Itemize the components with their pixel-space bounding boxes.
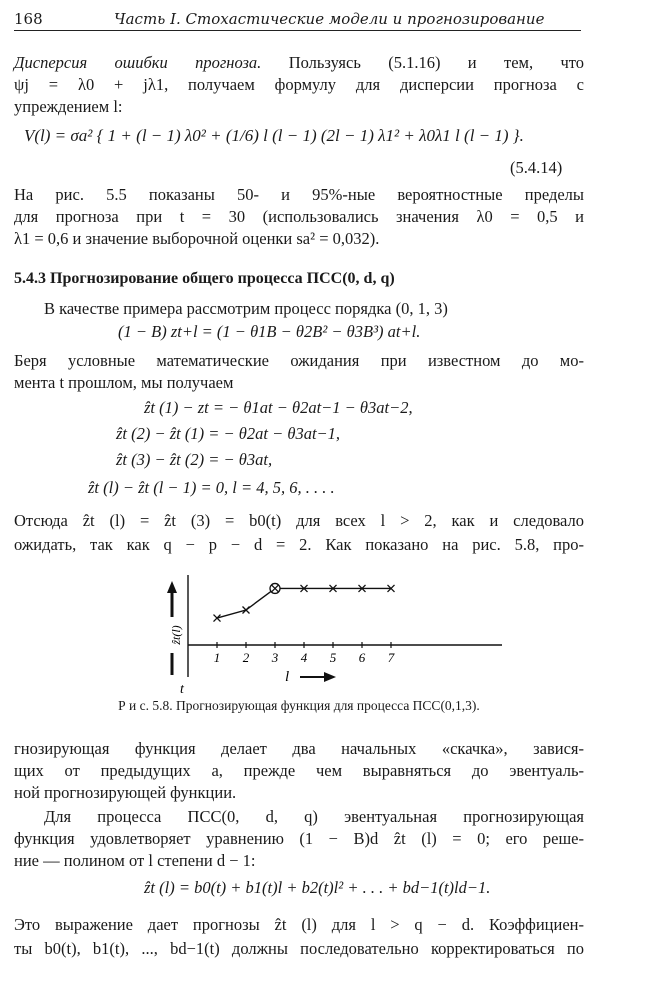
para2-line3: λ1 = 0,6 и значение выборочной оценки sa² = 0,032). (14, 229, 380, 248)
equation-number: (5.4.14) (510, 158, 563, 177)
chart-marks (214, 583, 395, 665)
para6-line1: гнозирующая функция делает два начальных «скачка», завися- (14, 739, 584, 758)
para5-line2: ожидать, так как q − p − d = 2. Как показано на рис. 5.8, про- (14, 535, 584, 554)
para8-line1: Это выражение дает прогнозы ẑt (l) для l > q − d. Коэффициен- (14, 915, 584, 934)
y-up-arrow-head (167, 581, 177, 593)
para2-line2: для прогноза при t = 30 (использовались значения λ0 = 0,5 и (14, 207, 584, 226)
para7-line2: функция удовлетворяет уравнению (1 − B)d ẑt (l) = 0; его реше- (14, 829, 584, 848)
equation-system-2: ẑt (2) − ẑt (1) = − θ2at − θ3at−1, (116, 424, 341, 443)
para7-line1: Для процесса ПСС(0, d, q) эвентуальная прогнозирующая (44, 807, 584, 826)
para1-line2: ψj = λ0 + jλ1, получаем формулу для дисперсии прогноза с (14, 75, 584, 94)
equation-system-1: ẑt (1) − zt = − θ1at − θ2at−1 − θ3at−2, (144, 398, 413, 417)
y-axis-label: ẑt(l) (169, 625, 183, 645)
para1-lead: Дисперсия ошибки прогноза. (14, 53, 262, 72)
para1-rest: Пользуясь (5.1.16) и тем, что (288, 53, 585, 72)
x-tick-label-5: 5 (329, 650, 337, 665)
para6-line3: ной прогнозирующей функции. (14, 783, 237, 802)
x-arrow-head (324, 672, 336, 682)
page-number: 168 (14, 10, 43, 28)
figure-caption: Р и с. 5.8. Прогнозирующая функция для процесса ПСС(0,1,3). (118, 698, 480, 713)
equation-system-3: ẑt (3) − ẑt (2) = − θ3at, (116, 450, 273, 469)
equation-polynomial: ẑt (l) = b0(t) + b1(t)l + b2(t)l² + . . . + bd−1(t)ld−1. (144, 878, 491, 897)
t-label: t (180, 682, 184, 695)
para5-line1: Отсюда ẑt (l) = ẑt (3) = b0(t) для всех l > 2, как и следовало (14, 511, 584, 530)
x-tick-label-1: 1 (213, 650, 221, 665)
x-tick-label-4: 4 (300, 650, 308, 665)
para4-line2: мента t прошлом, мы получаем (14, 373, 234, 392)
running-title: Часть I. Стохастические модели и прогнозирование (114, 10, 545, 28)
equation-process: (1 − B) zt+l = (1 − θ1B − θ2B² − θ3B³) at+l. (118, 322, 421, 341)
x-tick-label-6: 6 (358, 650, 366, 665)
para2-line1: На рис. 5.5 показаны 50- и 95%-ные вероятностные пределы (14, 185, 584, 204)
x-tick-label-7: 7 (387, 650, 395, 665)
section-heading: 5.4.3 Прогнозирование общего процесса ПСС(0, d, q) (14, 270, 395, 287)
running-header (14, 8, 581, 31)
para1-line1 (14, 52, 584, 74)
x-axis-label: l (285, 669, 290, 685)
para7-line3: ние — полином от l степени d − 1: (14, 851, 256, 870)
para8-line2: ты b0(t), b1(t), ..., bd−1(t) должны последовательно корректироваться по (14, 939, 584, 958)
para1-line3: упреждением l: (14, 97, 123, 116)
para3: В качестве примера рассмотрим процесс порядка (0, 1, 3) (44, 299, 448, 318)
equation-variance: V(l) = σa² { 1 + (l − 1) λ0² + (1/6) l (l − 1) (2l − 1) λ1² + λ0λ1 l (l − 1) }. (24, 126, 524, 145)
para6-line2: щих от предыдущих a, прежде чем выравняться до эвентуаль- (14, 761, 584, 780)
forecast-function-chart (150, 565, 530, 695)
para4-line1: Беря условные математические ожидания при известном до мо- (14, 351, 584, 370)
x-tick-label-3: 3 (271, 650, 279, 665)
equation-system-4: ẑt (l) − ẑt (l − 1) = 0, l = 4, 5, 6, . . . . (88, 478, 335, 497)
x-tick-label-2: 2 (242, 650, 250, 665)
